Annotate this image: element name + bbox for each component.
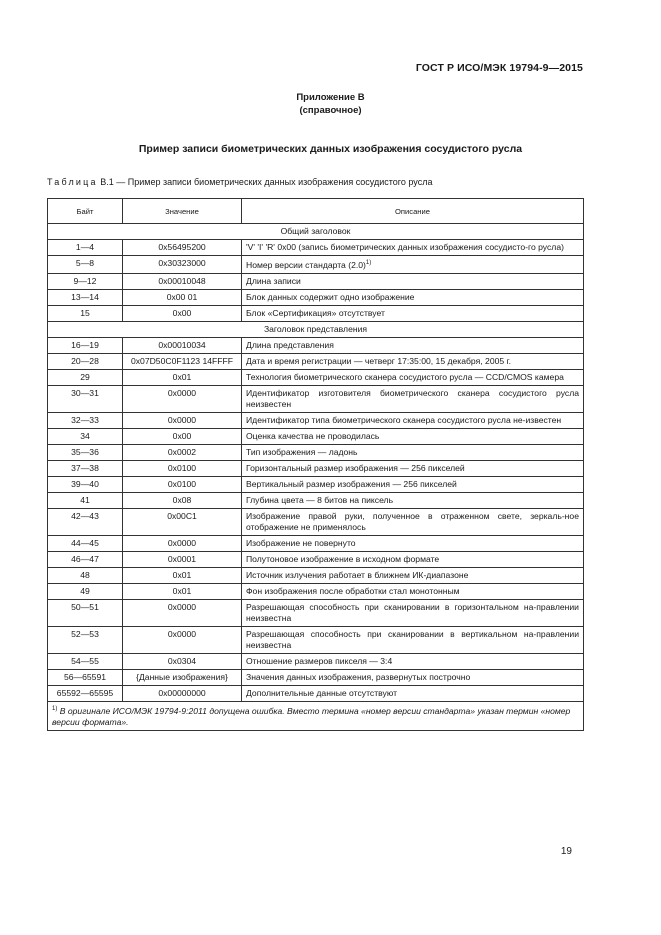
description-cell xyxy=(242,492,584,508)
value-cell: 0x00010048 xyxy=(123,273,242,289)
byte-cell: 46—47 xyxy=(48,551,123,567)
description-cell xyxy=(242,289,584,305)
description-cell xyxy=(242,551,584,567)
value-cell: 0x01 xyxy=(123,369,242,385)
description-text: Технология биометрического сканера сосудистого русла — CCD/CMOS камера xyxy=(246,371,564,382)
value-cell: 0x08 xyxy=(123,492,242,508)
table-caption-text: — Пример записи биометрических данных изображения сосудистого русла xyxy=(116,177,433,187)
description-text: Вертикальный размер изображения — 256 пикселей xyxy=(246,478,457,489)
table-row xyxy=(48,444,584,460)
description-text: Источник излучения работает в ближнем ИК-диапазоне xyxy=(246,569,469,580)
description-cell xyxy=(242,305,584,321)
table-caption-number: В.1 xyxy=(100,177,114,187)
byte-cell: 5—8 xyxy=(48,256,123,274)
table-row xyxy=(48,256,584,274)
byte-cell: 37—38 xyxy=(48,460,123,476)
value-cell: 0x0100 xyxy=(123,460,242,476)
table-row xyxy=(48,508,584,535)
annex-title: Приложение В xyxy=(296,92,365,103)
description-cell xyxy=(242,273,584,289)
table-caption xyxy=(47,177,432,187)
description-cell xyxy=(242,428,584,444)
description-cell xyxy=(242,653,584,669)
description-text: Оценка качества не проводилась xyxy=(246,430,380,441)
description-cell xyxy=(242,385,584,412)
table-row xyxy=(48,273,584,289)
description-cell xyxy=(242,353,584,369)
section-row xyxy=(48,321,584,337)
value-cell: 0x00 xyxy=(123,305,242,321)
table-row xyxy=(48,535,584,551)
description-cell xyxy=(242,460,584,476)
description-text: Разрешающая способность при сканировании в горизонтальном на-правлении неизвестна xyxy=(246,601,579,623)
byte-cell: 56—65591 xyxy=(48,669,123,685)
description-text: Изображение правой руки, полученное в отраженном свете, зеркаль-ное отображение не применялось xyxy=(246,510,579,532)
description-text: Дата и время регистрации — четверг 17:35:00, 15 декабря, 2005 г. xyxy=(246,355,512,366)
footnote-text: В оригинале ИСО/МЭК 19794-9:2011 допущена ошибка. Вместо термина «номер версии стандарта» указан термин «номер версии формата». xyxy=(52,705,571,727)
value-cell: 0x01 xyxy=(123,583,242,599)
table-caption-word: Таблица xyxy=(47,177,98,187)
standard-code: ГОСТ Р ИСО/МЭК 19794-9—2015 xyxy=(415,62,583,74)
byte-cell: 65592—65595 xyxy=(48,685,123,701)
byte-cell: 13—14 xyxy=(48,289,123,305)
description-text: Блок «Сертификация» отсутствует xyxy=(246,307,385,318)
description-text: Номер версии стандарта (2.0) xyxy=(246,259,366,270)
data-table xyxy=(47,198,584,731)
table-row xyxy=(48,337,584,353)
byte-cell: 35—36 xyxy=(48,444,123,460)
value-cell: 0x0000 xyxy=(123,535,242,551)
description-cell xyxy=(242,535,584,551)
column-header-description: Описание xyxy=(242,199,584,224)
byte-cell: 41 xyxy=(48,492,123,508)
table-row xyxy=(48,669,584,685)
byte-cell: 32—33 xyxy=(48,412,123,428)
value-cell: 0x30323000 xyxy=(123,256,242,274)
description-cell xyxy=(242,240,584,256)
value-cell: 0x0304 xyxy=(123,653,242,669)
byte-cell: 34 xyxy=(48,428,123,444)
description-text: Разрешающая способность при сканировании в вертикальном на-правлении неизвестна xyxy=(246,628,579,650)
value-cell: 0x56495200 xyxy=(123,240,242,256)
table-header-row xyxy=(48,199,584,224)
byte-cell: 15 xyxy=(48,305,123,321)
description-cell xyxy=(242,412,584,428)
table-row xyxy=(48,412,584,428)
description-cell xyxy=(242,337,584,353)
description-cell xyxy=(242,599,584,626)
byte-cell: 20—28 xyxy=(48,353,123,369)
byte-cell: 29 xyxy=(48,369,123,385)
description-cell xyxy=(242,444,584,460)
description-text: Фон изображения после обработки стал монотонным xyxy=(246,585,460,596)
description-cell xyxy=(242,583,584,599)
value-cell: 0x07D50C0F1123 14FFFF xyxy=(123,353,242,369)
description-cell xyxy=(242,256,584,274)
footnote-cell xyxy=(48,701,584,730)
byte-cell: 30—31 xyxy=(48,385,123,412)
table-row xyxy=(48,653,584,669)
value-cell: 0x00010034 xyxy=(123,337,242,353)
value-cell: 0x00C1 xyxy=(123,508,242,535)
table-row xyxy=(48,599,584,626)
table-row xyxy=(48,385,584,412)
description-text: Горизонтальный размер изображения — 256 пикселей xyxy=(246,462,465,473)
table-row xyxy=(48,626,584,653)
byte-cell: 50—51 xyxy=(48,599,123,626)
value-cell: {Данные изображения} xyxy=(123,669,242,685)
value-cell: 0x0000 xyxy=(123,412,242,428)
footnote-row xyxy=(48,701,584,730)
page-number: 19 xyxy=(560,846,572,857)
byte-cell: 1—4 xyxy=(48,240,123,256)
description-text: Отношение размеров пикселя — 3:4 xyxy=(246,655,393,666)
section-title-cell: Общий заголовок xyxy=(48,224,584,240)
footnote-ref: 1) xyxy=(365,260,372,266)
table-row xyxy=(48,289,584,305)
table-row xyxy=(48,567,584,583)
column-header-value: Значение xyxy=(123,199,242,224)
description-text: Блок данных содержит одно изображение xyxy=(246,291,415,302)
table-row xyxy=(48,583,584,599)
table-row xyxy=(48,369,584,385)
value-cell: 0x0000 xyxy=(123,626,242,653)
description-text: Значения данных изображения, развернутых построчно xyxy=(246,671,471,682)
description-text: Полутоновое изображение в исходном формате xyxy=(246,553,440,564)
value-cell: 0x01 xyxy=(123,567,242,583)
section-title-cell: Заголовок представления xyxy=(48,321,584,337)
description-text: Идентификатор типа биометрического сканера сосудистого русла не-известен xyxy=(246,414,562,425)
description-text: Длина представления xyxy=(246,339,334,350)
byte-cell: 9—12 xyxy=(48,273,123,289)
description-text: Длина записи xyxy=(246,275,301,286)
value-cell: 0x00 01 xyxy=(123,289,242,305)
annex-type: (справочное) xyxy=(299,105,362,116)
description-cell xyxy=(242,508,584,535)
description-text: Изображение не повернуто xyxy=(246,537,356,548)
description-text: Дополнительные данные отсутствуют xyxy=(246,687,398,698)
byte-cell: 16—19 xyxy=(48,337,123,353)
byte-cell: 52—53 xyxy=(48,626,123,653)
value-cell: 0x0001 xyxy=(123,551,242,567)
section-title: Пример записи биометрических данных изображения сосудистого русла xyxy=(138,143,523,155)
byte-cell: 48 xyxy=(48,567,123,583)
description-cell xyxy=(242,669,584,685)
description-text: Глубина цвета — 8 битов на пиксель xyxy=(246,494,394,505)
byte-cell: 49 xyxy=(48,583,123,599)
value-cell: 0x0100 xyxy=(123,476,242,492)
table-row xyxy=(48,476,584,492)
table-row xyxy=(48,492,584,508)
table-row xyxy=(48,305,584,321)
value-cell: 0x0000 xyxy=(123,385,242,412)
description-cell xyxy=(242,369,584,385)
table-row xyxy=(48,551,584,567)
description-cell xyxy=(242,685,584,701)
footnote-mark: 1) xyxy=(52,705,58,712)
description-cell xyxy=(242,476,584,492)
byte-cell: 42—43 xyxy=(48,508,123,535)
byte-cell: 54—55 xyxy=(48,653,123,669)
description-text: 'V' 'I' 'R' 0x00 (запись биометрических данных изображения сосудисто-го русла) xyxy=(246,242,564,252)
value-cell: 0x0002 xyxy=(123,444,242,460)
column-header-byte: Байт xyxy=(48,199,123,224)
value-cell: 0x0000 xyxy=(123,599,242,626)
table-row xyxy=(48,428,584,444)
table-row xyxy=(48,460,584,476)
section-row xyxy=(48,224,584,240)
byte-cell: 39—40 xyxy=(48,476,123,492)
annex-heading xyxy=(0,91,661,117)
table-row xyxy=(48,685,584,701)
value-cell: 0x00 xyxy=(123,428,242,444)
table-row xyxy=(48,353,584,369)
description-text: Идентификатор изготовителя биометрического сканера сосудистого русла неизвестен xyxy=(246,387,579,409)
description-text: Тип изображения — ладонь xyxy=(246,446,358,457)
byte-cell: 44—45 xyxy=(48,535,123,551)
value-cell: 0x00000000 xyxy=(123,685,242,701)
description-cell xyxy=(242,626,584,653)
description-cell xyxy=(242,567,584,583)
table-row xyxy=(48,240,584,256)
